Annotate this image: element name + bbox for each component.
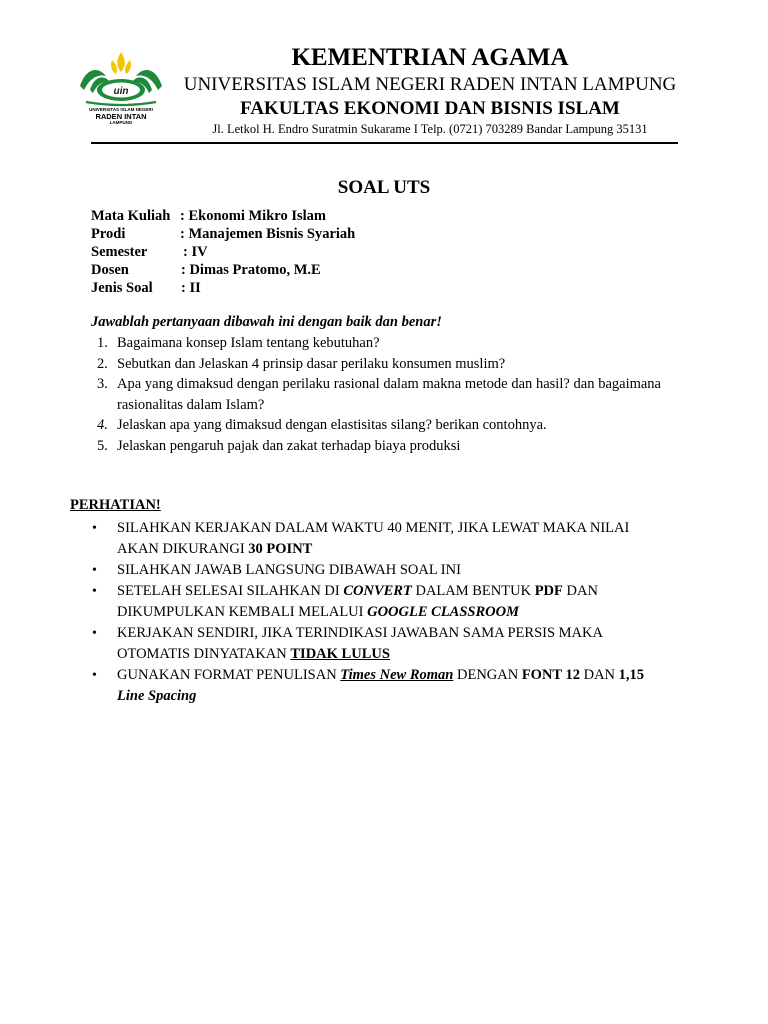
notice-convert: CONVERT <box>343 583 412 599</box>
notice-pdf: PDF <box>534 583 563 599</box>
question-text: Apa yang dimaksud dengan perilaku rasional dalam makna metode dan hasil? dan bagaimana rasionalitas dalam Islam? <box>117 376 661 413</box>
ministry-name: KEMENTRIAN AGAMA <box>291 44 569 71</box>
info-row-program <box>91 225 356 243</box>
notice-spacing-value: 1,15 <box>618 667 645 683</box>
question-item <box>91 415 661 436</box>
notice-text: SILAHKAN KERJAKAN DALAM WAKTU 40 MENIT, JIKA LEWAT MAKA NILAI AKAN DIKURANGI <box>117 520 630 557</box>
notice-heading: PERHATIAN! <box>70 497 161 513</box>
info-label: Prodi <box>91 226 126 242</box>
info-value: : II <box>181 280 201 296</box>
university-name: UNIVERSITAS ISLAM NEGERI RADEN INTAN LAMPUNG <box>183 74 677 95</box>
info-label: Semester <box>91 244 148 260</box>
question-list <box>91 333 661 456</box>
question-number: 2. <box>97 355 108 372</box>
notice-item-submission <box>90 581 670 623</box>
notice-font-name: Times New Roman <box>340 667 454 683</box>
logo-line-1: UNIVERSITAS ISLAM NEGERI <box>89 107 153 112</box>
logo-caption <box>76 108 166 125</box>
info-value: : Manajemen Bisnis Syariah <box>180 226 356 242</box>
notice-text: DALAM BENTUK <box>411 583 535 599</box>
info-row-course <box>91 207 326 225</box>
notice-text: SILAHKAN JAWAB LANGSUNG DIBAWAH SOAL INI <box>117 562 461 578</box>
question-number: 1. <box>97 335 108 351</box>
question-number: 4. <box>97 417 108 433</box>
question-number: 3. <box>97 376 108 392</box>
university-logo <box>76 46 166 132</box>
notice-text: DENGAN <box>453 667 522 683</box>
faculty-name: FAKULTAS EKONOMI DAN BISNIS ISLAM <box>240 98 620 119</box>
info-row-lecturer <box>91 261 321 279</box>
letterhead-divider <box>91 142 678 144</box>
notice-line-spacing: Line Spacing <box>117 688 197 704</box>
info-label: Jenis Soal <box>91 280 153 296</box>
uin-raden-intan-logo-icon <box>76 46 166 108</box>
faculty-address: Jl. Letkol H. Endro Suratmin Sukarame I Telp. (0721) 703289 Bandar Lampung 35131 <box>212 122 648 136</box>
logo-line-2: RADEN INTAN <box>95 111 147 121</box>
exam-title: SOAL UTS <box>337 177 431 198</box>
question-text: Bagaimana konsep Islam tentang kebutuhan? <box>117 335 380 351</box>
notice-list <box>90 518 670 707</box>
info-label: Mata Kuliah <box>91 208 171 224</box>
notice-font-size: FONT 12 <box>521 667 580 683</box>
question-item <box>91 354 661 375</box>
info-row-type <box>91 279 201 297</box>
notice-item-plagiarism <box>90 623 670 665</box>
info-value: : Ekonomi Mikro Islam <box>180 208 326 224</box>
logo-line-3: LAMPUNG <box>109 119 133 125</box>
bullet-icon: • <box>92 521 97 536</box>
info-row-semester <box>91 243 208 261</box>
notice-text: DAN <box>579 667 619 683</box>
question-text: Jelaskan pengaruh pajak dan zakat terhadap biaya produksi <box>117 437 461 454</box>
notice-item-time-limit <box>90 518 670 560</box>
question-item <box>91 374 661 415</box>
info-value: : Dimas Pratomo, M.E <box>181 262 321 278</box>
svg-text:uin: uin <box>113 86 129 97</box>
bullet-icon: • <box>92 563 97 578</box>
info-value: : IV <box>183 244 208 260</box>
question-text: Sebutkan dan Jelaskan 4 prinsip dasar perilaku konsumen muslim? <box>117 355 506 372</box>
notice-fail: TIDAK LULUS <box>290 646 390 662</box>
notice-text: DAN DIKUMPULKAN KEMBALI MELALUI <box>117 583 598 620</box>
notice-penalty: 30 POINT <box>248 541 313 557</box>
notice-item-format <box>90 665 670 707</box>
info-label: Dosen <box>91 262 129 278</box>
notice-google-classroom: GOOGLE CLASSROOM <box>367 604 519 620</box>
notice-text: GUNAKAN FORMAT PENULISAN <box>117 667 341 683</box>
question-item <box>91 436 661 457</box>
question-number: 5. <box>97 437 108 454</box>
notice-text: KERJAKAN SENDIRI, JIKA TERINDIKASI JAWABAN SAMA PERSIS MAKA OTOMATIS DINYATAKAN <box>117 625 603 662</box>
instruction-text: Jawablah pertanyaan dibawah ini dengan baik dan benar! <box>91 314 442 330</box>
question-text: Jelaskan apa yang dimaksud dengan elastisitas silang? berikan contohnya. <box>117 417 547 433</box>
notice-item-answer-directly <box>90 560 670 581</box>
bullet-icon: • <box>92 668 97 683</box>
notice-text: SETELAH SELESAI SILAHKAN DI <box>117 583 344 599</box>
question-item <box>91 333 661 354</box>
bullet-icon: • <box>92 584 97 599</box>
course-info <box>91 207 356 297</box>
bullet-icon: • <box>92 626 97 641</box>
